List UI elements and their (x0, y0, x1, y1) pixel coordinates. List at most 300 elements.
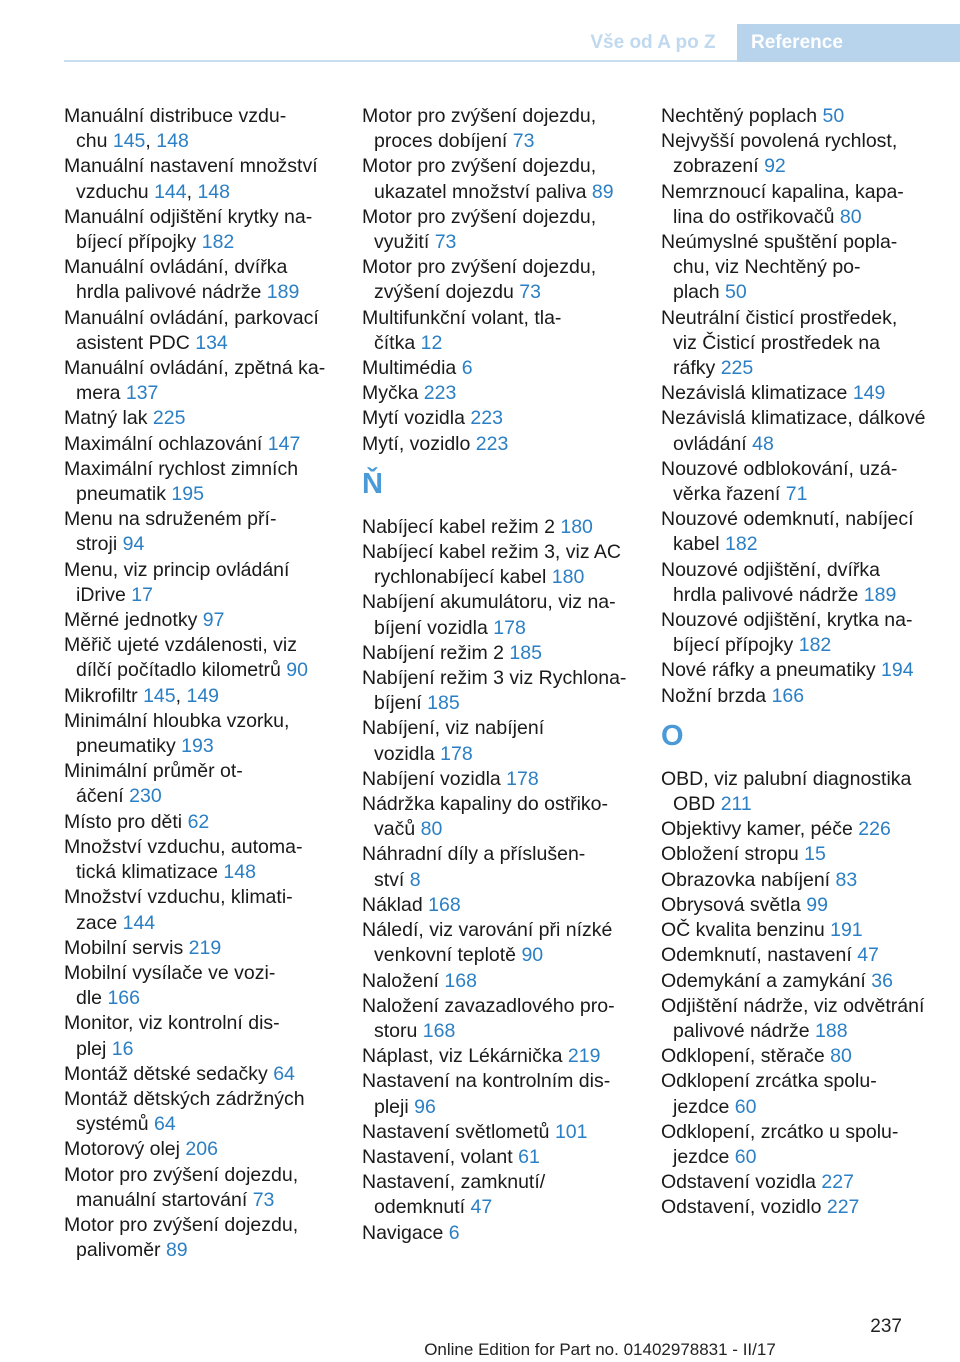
page-reference-link[interactable]: 223 (475, 432, 509, 455)
page-reference-link[interactable]: 50 (725, 281, 747, 304)
index-entry-line (362, 381, 637, 406)
page-reference-link[interactable]: 12 (420, 331, 443, 354)
page-reference-link[interactable]: 180 (560, 515, 593, 538)
index-entry-text: jezdce (673, 1145, 735, 1168)
index-entry-line: Mikrofiltr 145, 149 (64, 684, 220, 707)
index-entry-text: chu, viz Nechtěný po‐ (673, 256, 861, 279)
page-reference-link[interactable]: 96 (414, 1095, 436, 1118)
index-entry-text: asistent PDC (76, 331, 196, 354)
index-entry-text: Motor pro zvýšení dojezdu, (362, 205, 597, 228)
page-reference-link[interactable]: 62 (187, 810, 210, 833)
index-entry-text: Množství vzduchu, automa‐ (64, 835, 303, 858)
index-entry-line (64, 1011, 339, 1036)
index-entry-line (64, 734, 339, 759)
page-reference-link[interactable]: 188 (815, 1019, 848, 1042)
index-entry-line (362, 742, 637, 767)
page-reference-link[interactable]: 148 (197, 180, 230, 203)
index-entry-text: Menu, viz princip ovládání (64, 558, 290, 581)
index-entry-line (661, 532, 936, 557)
page-reference-link[interactable]: 178 (493, 616, 526, 639)
index-entry-text: Nové ráfky a pneumatiky (661, 659, 882, 682)
page-reference-link[interactable]: 168 (422, 1019, 456, 1042)
index-entry-text: pneumatik (76, 483, 172, 506)
page-reference-link[interactable]: 134 (195, 331, 228, 354)
page-reference-link[interactable]: 15 (804, 843, 826, 866)
index-entry-text: Mikrofiltr (64, 684, 144, 707)
index-entry-line (64, 759, 339, 784)
index-entry-text: Naložení zavazadlového pro‐ (362, 994, 615, 1017)
index-entry-text: vzduchu (76, 180, 155, 203)
index-entry-line (64, 633, 339, 658)
page-reference-link[interactable]: 144 (154, 180, 187, 203)
index-entry-text: Menu na sdruženém pří‐ (64, 508, 277, 531)
index-entry-text: Nabíjení akumulátoru, viz na‐ (362, 591, 616, 614)
index-entry-line (362, 154, 637, 179)
index-entry-line (661, 1069, 936, 1094)
index-entry-line (661, 1044, 936, 1069)
index-entry-line (661, 943, 936, 968)
index-entry-text: zace (76, 911, 123, 934)
index-entry-text: dílčí počítadlo kilometrů (76, 659, 287, 682)
index-entry-text: Minimální hloubka vzorku, (64, 709, 290, 732)
index-entry-text: využití (374, 231, 435, 254)
index-entry-text: iDrive (76, 583, 132, 606)
index-entry-line (64, 482, 339, 507)
index-entry-line (661, 1019, 936, 1044)
index-entry-text: Nouzové odjištění, krytka na‐ (661, 609, 913, 632)
index-entry-text: čítka (374, 331, 421, 354)
index-entry-line (661, 482, 936, 507)
index-entry-text: Mytí, vozidlo (362, 432, 476, 455)
index-entry-line (362, 356, 637, 381)
index-entry-line (362, 280, 637, 305)
index-entry-text: Manuální distribuce vzdu‐ (64, 105, 287, 127)
index-entry-line (661, 918, 936, 943)
index-entry-line (64, 1112, 339, 1137)
index-entry-text: Nastavení, zamknutí/ (362, 1171, 546, 1194)
index-entry-text: Náledí, viz varování při nízké (362, 919, 613, 942)
page-reference-link[interactable]: 80 (839, 205, 862, 228)
index-entry-text: Náklad (362, 893, 429, 916)
index-entry-line (362, 255, 637, 280)
index-entry-text: pneumatiky (76, 735, 182, 758)
page-reference-link[interactable]: 193 (181, 735, 214, 758)
page-reference-link[interactable]: 90 (286, 659, 308, 682)
index-entry-text: Nezávislá klimatizace (661, 382, 853, 405)
index-entry-text: ráfky (673, 357, 721, 380)
page-reference-link[interactable]: 148 (223, 861, 256, 884)
page-reference-link[interactable]: 230 (129, 785, 162, 808)
index-entry-text: jezdce (673, 1095, 735, 1118)
page-reference-link[interactable]: 36 (871, 969, 893, 992)
index-entry-line (661, 608, 936, 633)
index-letter-heading: O (661, 719, 684, 752)
index-entry-text: palivoměr (76, 1239, 166, 1262)
index-entry-text: Motor pro zvýšení dojezdu, (362, 105, 597, 127)
index-entry-line (362, 943, 637, 968)
page-reference-link[interactable]: 97 (202, 609, 225, 632)
index-entry-line (661, 180, 936, 205)
page-reference-link[interactable]: 92 (764, 155, 786, 178)
page-reference-link[interactable]: 148 (156, 130, 189, 153)
page-reference-link[interactable]: 101 (554, 1120, 588, 1143)
index-column-1 (64, 104, 339, 1263)
index-entry-line (362, 868, 637, 893)
index-entry-text: Nemrznoucí kapalina, kapa‐ (661, 180, 904, 203)
index-entry-line (64, 331, 339, 356)
index-entry-line (362, 716, 637, 741)
index-entry-text: Navigace (362, 1221, 449, 1244)
index-entry-line (64, 885, 339, 910)
index-entry-text: Nabíjecí kabel režim 3, viz AC (362, 541, 622, 564)
page-reference-link[interactable]: 71 (785, 483, 808, 506)
index-entry-line (661, 432, 936, 457)
index-entry-text: Nezávislá klimatizace, dálkové (661, 407, 926, 430)
page-reference-link[interactable]: 195 (171, 483, 204, 506)
index-entry-text: Měřič ujeté vzdálenosti, viz (64, 634, 298, 657)
index-entry-text: Nabíjení režim 3 viz Rychlona‐ (362, 667, 627, 690)
index-entry-text: Nastavení na kontrolním dis‐ (362, 1070, 611, 1093)
page-reference-link[interactable]: 185 (427, 692, 460, 715)
index-entry-text: Odklopení zrcátka spolu‐ (661, 1070, 877, 1093)
index-entry-text: proces dobíjení (374, 130, 513, 153)
index-entry-line (661, 104, 936, 129)
index-entry-text: dle (76, 987, 108, 1010)
page-reference-link[interactable]: 144 (122, 911, 156, 934)
index-entry-line (661, 1170, 936, 1195)
index-entry-text: Manuální ovládání, parkovací (64, 306, 319, 329)
index-entry-text: Nabíjení, viz nabíjení (362, 717, 545, 740)
page-reference-link[interactable]: 73 (252, 1188, 275, 1211)
index-entry-line (661, 868, 936, 893)
index-entry-text: Motor pro zvýšení dojezdu, (64, 1163, 299, 1186)
index-entry-text: Nabíjení režim 2 (362, 641, 510, 664)
page-number: 237 (870, 1316, 902, 1337)
page-reference-link[interactable]: 168 (444, 969, 477, 992)
page-reference-link[interactable]: 47 (857, 944, 879, 967)
index-entry-text: palivové nádrže (673, 1019, 816, 1042)
page-reference-link[interactable]: 137 (125, 382, 159, 405)
index-entry-line (661, 633, 936, 658)
index-entry-line (661, 817, 936, 842)
page-reference-link[interactable]: 47 (470, 1196, 493, 1219)
index-entry-text: manuální startování (76, 1188, 253, 1211)
index-entry-line (64, 1087, 339, 1112)
index-entry-text: OBD (673, 793, 721, 816)
header-tab-reference: Reference (737, 24, 960, 62)
index-entry-line (362, 1095, 637, 1120)
index-entry-line (362, 1069, 637, 1094)
index-entry-text: storu (374, 1019, 423, 1042)
page-reference-link[interactable]: 182 (798, 634, 832, 657)
index-entry-line (64, 381, 339, 406)
index-entry-text: ovládání (673, 432, 753, 455)
index-entry-line (362, 1221, 637, 1246)
index-entry-text: mera (76, 382, 126, 405)
index-entry-line (362, 1170, 637, 1195)
page-reference-link[interactable]: 99 (806, 893, 828, 916)
index-entry-line (64, 104, 339, 129)
index-entry-text: Odemknutí, nastavení (661, 944, 858, 967)
index-entry-line (64, 457, 339, 482)
index-entry-text: Odstavení, vozidlo (661, 1196, 827, 1219)
page-reference-link[interactable]: 89 (591, 180, 614, 203)
page-reference-link[interactable]: 227 (826, 1196, 860, 1219)
index-entry-line (661, 457, 936, 482)
index-entry-line (362, 792, 637, 817)
index-entry-line (64, 583, 339, 608)
page-reference-link[interactable]: 6 (448, 1221, 460, 1244)
index-entry-line (661, 842, 936, 867)
index-entry-line (362, 817, 637, 842)
page-reference-link[interactable]: 80 (830, 1045, 852, 1068)
page-reference-link[interactable]: 147 (267, 432, 301, 455)
page-reference-link[interactable]: 168 (428, 893, 461, 916)
page-reference-link[interactable]: 145 (143, 684, 176, 707)
index-entry-text: Nouzové odblokování, uzá‐ (661, 457, 898, 480)
index-entry-line (64, 406, 339, 431)
index-entry-text: bíjení (374, 692, 428, 715)
index-entry-text: Multifunkční volant, tla‐ (362, 306, 562, 329)
index-entry-text: Motor pro zvýšení dojezdu, (362, 155, 597, 178)
page-reference-link[interactable]: 149 (186, 684, 220, 707)
index-entry-text: Nouzové odjištění, dvířka (661, 558, 880, 581)
index-entry-text: Maximální ochlazování (64, 432, 268, 455)
page-reference-link[interactable]: 182 (725, 533, 758, 556)
index-entry-text: Multimédia (362, 357, 462, 380)
header-section-title: Vše od A po Z (590, 32, 716, 53)
index-entry-text: bíjecí přípojky (76, 231, 202, 254)
index-entry-line (661, 893, 936, 918)
page-reference-link[interactable]: 211 (720, 793, 752, 816)
index-entry-line (661, 381, 936, 406)
page-reference-link[interactable]: 145 (112, 130, 146, 153)
index-entry-text: Nabíjecí kabel režim 2 (362, 515, 561, 538)
index-entry-text: plej (76, 1037, 112, 1060)
page-reference-link[interactable]: 223 (470, 407, 503, 430)
index-entry-text: Minimální průměr ot‐ (64, 760, 243, 783)
page-reference-link[interactable]: 60 (734, 1145, 757, 1168)
index-entry-text: věrka řazení (673, 483, 786, 506)
page-reference-link[interactable]: 219 (188, 936, 222, 959)
index-entry-text: zvýšení dojezdu (374, 281, 520, 304)
index-entry-line (661, 684, 936, 709)
page-reference-link[interactable]: 149 (852, 382, 886, 405)
page-reference-link[interactable]: 73 (434, 231, 457, 254)
index-entry-line (362, 205, 637, 230)
page-reference-link[interactable]: 225 (152, 407, 186, 430)
index-entry-text: vozidla (374, 742, 441, 765)
index-column-3 (661, 104, 936, 1221)
index-entry-line (362, 306, 637, 331)
index-entry-text: plach (673, 281, 726, 304)
index-entry-line (661, 1120, 936, 1145)
index-entry-text: Nastavení, volant (362, 1145, 519, 1168)
index-column-2 (362, 104, 637, 1246)
index-entry-line (64, 860, 339, 885)
index-entry-text: hrdla palivové nádrže (673, 583, 864, 606)
page-reference-link[interactable]: 60 (734, 1095, 757, 1118)
index-entry-text: systémů (76, 1113, 155, 1136)
page-reference-link[interactable]: 166 (771, 684, 805, 707)
index-entry-text: Naložení (362, 969, 445, 992)
index-entry-line (64, 558, 339, 583)
index-entry-line (362, 540, 637, 565)
page-reference-link[interactable]: 219 (567, 1045, 601, 1068)
index-entry-text: Náplast, viz Lékárnička (362, 1045, 568, 1068)
index-entry-line (64, 936, 339, 961)
index-entry-line (362, 406, 637, 431)
page-reference-link[interactable]: 194 (881, 659, 914, 682)
page-reference-link[interactable]: 6 (461, 357, 473, 380)
index-entry-line (362, 565, 637, 590)
page-reference-link[interactable]: 178 (440, 742, 473, 765)
index-entry-text: Obložení stropu (661, 843, 805, 866)
index-entry-text: bíjecí přípojky (673, 634, 799, 657)
index-entry-line (661, 129, 936, 154)
page-reference-link[interactable]: 90 (521, 944, 544, 967)
page-reference-link[interactable]: 64 (154, 1113, 176, 1136)
index-entry-text: OBD, viz palubní diagnostika (661, 767, 912, 790)
index-entry-text: Manuální nastavení množství (64, 155, 318, 178)
page-reference-link[interactable]: 73 (519, 281, 541, 304)
page-reference-link[interactable]: 191 (830, 919, 863, 942)
index-entry-text: kabel (673, 533, 726, 556)
index-entry-line (362, 230, 637, 255)
index-entry-line (64, 154, 339, 179)
page-reference-link[interactable]: 227 (821, 1171, 854, 1194)
index-entry-line (362, 432, 637, 457)
footer-edition: Online Edition for Part no. 01402978831 - II/17 (424, 1340, 776, 1359)
index-entry-text: lina do ostřikovačů (673, 205, 840, 228)
page-reference-link[interactable]: 180 (551, 566, 585, 589)
index-entry-text: Manuální ovládání, zpětná ka‐ (64, 357, 326, 380)
index-entry-text: viz Čisticí prostředek na (673, 331, 880, 354)
index-entry-line (362, 918, 637, 943)
index-entry-text: Montáž dětské sedačky (64, 1062, 274, 1085)
index-entry-line (661, 1095, 936, 1120)
index-entry-line (362, 1120, 637, 1145)
page-reference-link[interactable]: 16 (111, 1037, 134, 1060)
page-reference-link[interactable]: 50 (822, 105, 845, 127)
index-entry-text: Manuální odjištění krytky na‐ (64, 205, 313, 228)
index-entry-line (661, 792, 936, 817)
index-entry-line (64, 709, 339, 734)
index-entry-text: Motor pro zvýšení dojezdu, (64, 1213, 299, 1236)
index-entry-text: Nožní brzda (661, 684, 772, 707)
page-reference-link[interactable]: 48 (752, 432, 774, 455)
index-entry-line (64, 1238, 339, 1263)
index-entry-text: Místo pro děti (64, 810, 188, 833)
index-entry-line (64, 784, 339, 809)
index-entry-text: ství (374, 868, 410, 891)
index-entry-text: Odstavení vozidla (661, 1171, 822, 1194)
page-reference-link[interactable]: 189 (266, 281, 300, 304)
page-reference-link[interactable]: 73 (512, 130, 535, 153)
index-entry-line (362, 893, 637, 918)
index-entry-line (64, 280, 339, 305)
index-entry-line (64, 532, 339, 557)
page-reference-link[interactable]: 225 (720, 357, 754, 380)
page-reference-link[interactable]: 80 (420, 818, 443, 841)
index-entry-line (64, 1163, 339, 1188)
index-entry-text: Objektivy kamer, péče (661, 818, 859, 841)
page-reference-link[interactable]: 226 (858, 818, 891, 841)
index-entry-text: Odemykání a zamykání (661, 969, 872, 992)
page-reference-link[interactable]: 61 (518, 1145, 540, 1168)
page-reference-link[interactable]: 83 (835, 868, 858, 891)
index-entry-line (64, 255, 339, 280)
page-reference-link[interactable]: 64 (273, 1062, 295, 1085)
index-entry-text: Množství vzduchu, klimati‐ (64, 886, 293, 909)
index-entry-line (362, 1195, 637, 1220)
index-entry-text: Nabíjení vozidla (362, 767, 507, 790)
page-reference-link[interactable]: 8 (409, 868, 421, 891)
index-entry-line (362, 331, 637, 356)
index-entry-text: Nechtěný poplach (661, 105, 823, 127)
index-entry-line: chu 145, 148 (76, 130, 189, 153)
index-entry-line (661, 994, 936, 1019)
index-entry-text: Měrné jednotky (64, 609, 203, 632)
index-entry-line (661, 280, 936, 305)
index-entry-line (362, 1019, 637, 1044)
index-entry-text: ukazatel množství paliva (374, 180, 592, 203)
page-reference-link[interactable]: 89 (165, 1239, 188, 1262)
index-entry-line (661, 205, 936, 230)
page-reference-link[interactable]: 223 (423, 382, 457, 405)
index-entry-text: Obrazovka nabíjení (661, 868, 836, 891)
index-entry-line (64, 1037, 339, 1062)
index-entry-line (64, 356, 339, 381)
index-entry-text: rychlonabíjecí kabel (374, 566, 552, 589)
index-entry-line: vzduchu 144, 148 (76, 180, 230, 203)
index-entry-line (661, 558, 936, 583)
index-entry-line (362, 1044, 637, 1069)
index-entry-text: Montáž dětských zádržných (64, 1087, 305, 1110)
index-entry-line (362, 641, 637, 666)
index-entry-text: Nádržka kapaliny do ostřiko‐ (362, 793, 609, 816)
index-entry-line (362, 590, 637, 615)
index-entry-line (64, 1188, 339, 1213)
page-reference-link[interactable]: 182 (201, 231, 235, 254)
page-reference-link[interactable]: 17 (131, 583, 153, 606)
index-entry-line (64, 507, 339, 532)
page-reference-link[interactable]: 189 (863, 583, 897, 606)
index-entry-line (661, 1145, 936, 1170)
index-entry-line (661, 230, 936, 255)
index-entry-text: Motor pro zvýšení dojezdu, (362, 256, 597, 279)
index-entry-text: Nastavení světlometů (362, 1120, 555, 1143)
index-entry-line (362, 969, 637, 994)
page-reference-link[interactable]: 206 (185, 1138, 218, 1161)
index-entry-text: Mobilní vysílače ve vozi‐ (64, 961, 276, 984)
index-entry-line (64, 1137, 339, 1162)
index-entry-line (64, 1062, 339, 1087)
index-entry-line (661, 331, 936, 356)
page-reference-link[interactable]: 185 (509, 641, 542, 664)
index-entry-text: áčení (76, 785, 130, 808)
index-entry-line (362, 842, 637, 867)
page-reference-link[interactable]: 94 (122, 533, 145, 556)
index-entry-line (362, 767, 637, 792)
index-entry-line (362, 1145, 637, 1170)
page-reference-link[interactable]: 178 (506, 767, 539, 790)
index-entry-line (362, 666, 637, 691)
index-entry-text: pleji (374, 1095, 415, 1118)
index-entry-line (362, 129, 637, 154)
index-entry-line (64, 230, 339, 255)
page-reference-link[interactable]: 166 (107, 987, 140, 1010)
